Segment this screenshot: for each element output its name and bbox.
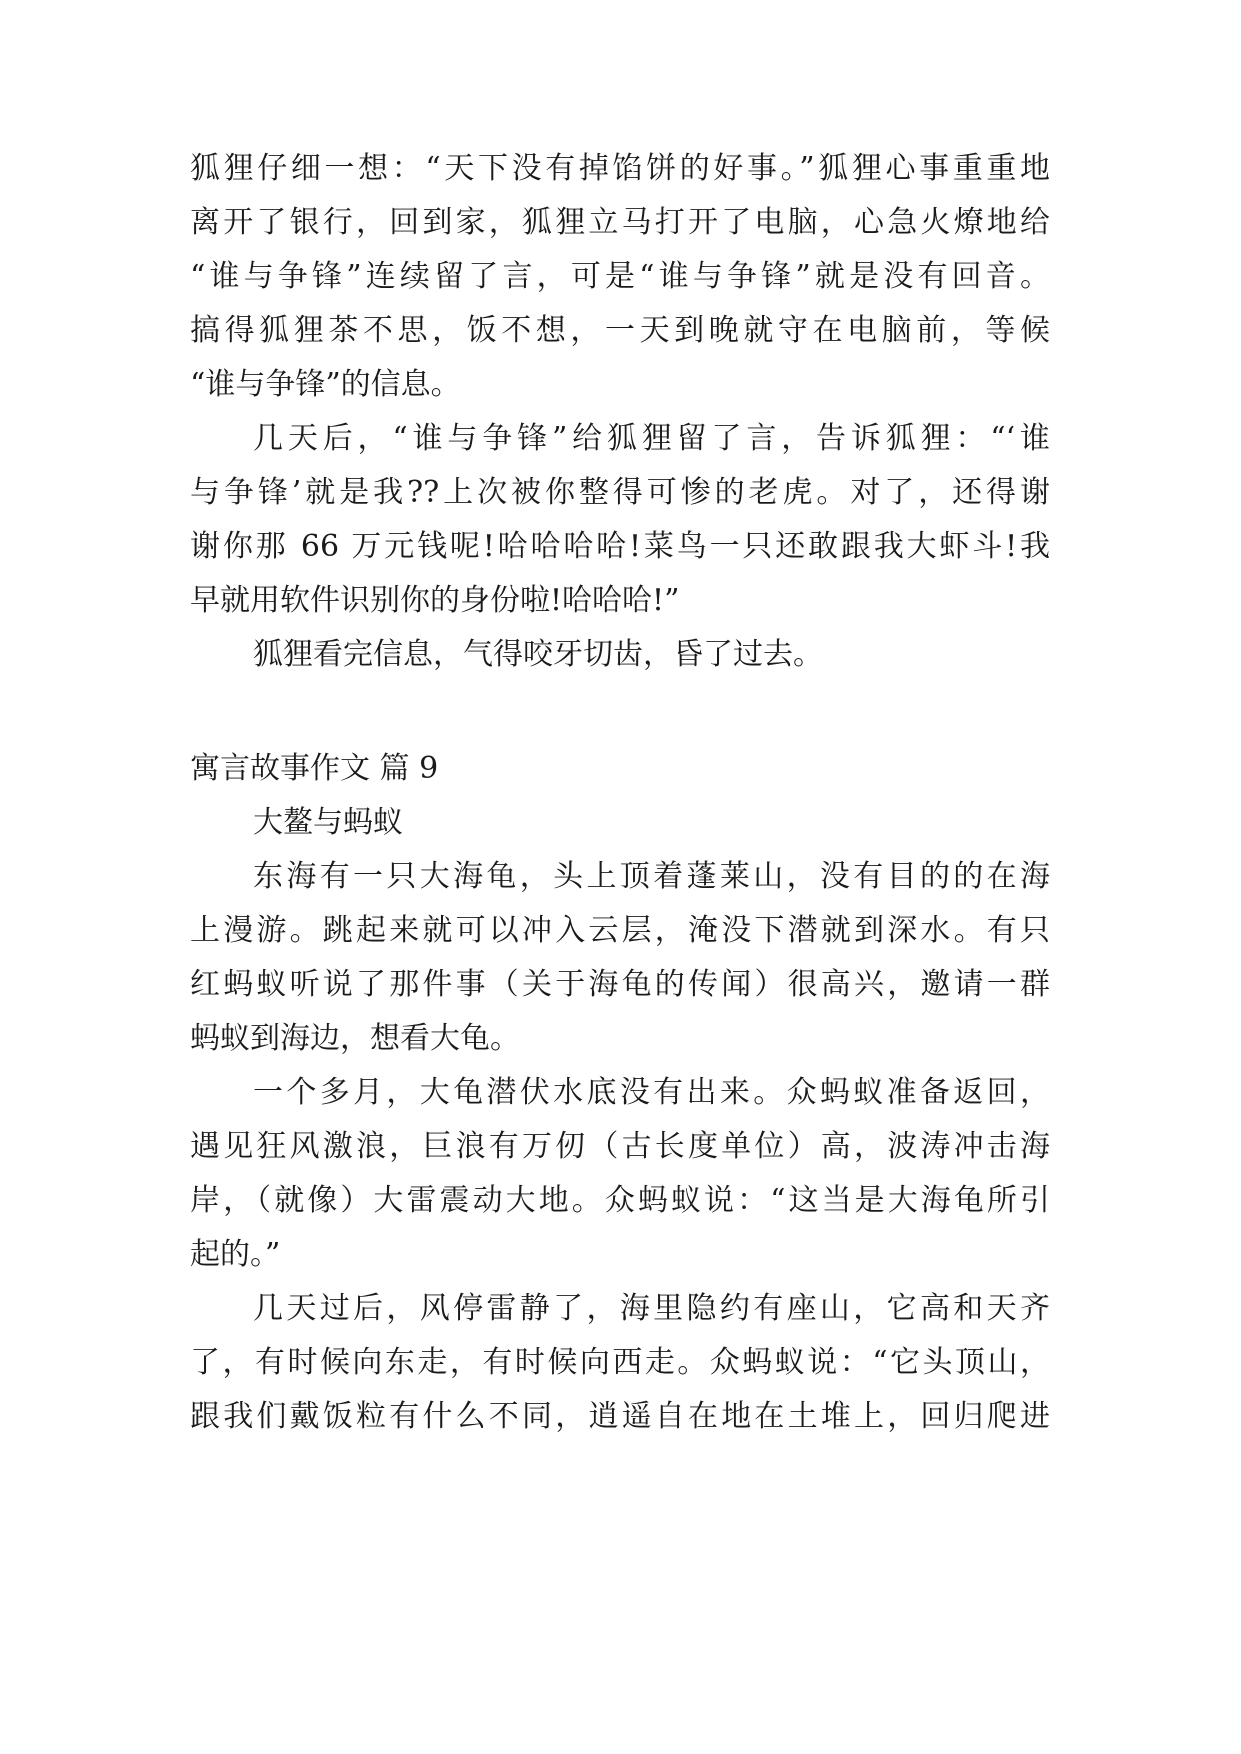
paragraph-line: 遇见狂风激浪，巨浪有万仞（古长度单位）高，波涛冲击海 <box>190 1129 1050 1164</box>
paragraph-line: 早就用软件识别你的身份啦!哈哈哈!” <box>190 583 680 618</box>
paragraph-line: 离开了银行，回到家，狐狸立马打开了电脑，心急火燎地给 <box>190 205 1050 240</box>
paragraph-line: 上漫游。跳起来就可以冲入云层，淹没下潜就到深水。有只 <box>190 913 1050 948</box>
paragraph-line: 东海有一只大海龟，头上顶着蓬莱山，没有目的的在海 <box>253 859 1050 894</box>
paragraph-line: “谁与争锋”的信息。 <box>190 367 461 402</box>
paragraph-line: 几天后，“谁与争锋”给狐狸留了言，告诉狐狸：“‘谁 <box>253 421 1050 456</box>
paragraph-line: 岸，（就像）大雷震动大地。众蚂蚁说：“这当是大海龟所引 <box>190 1183 1050 1218</box>
story-title: 大鳌与蚂蚁 <box>253 805 403 840</box>
paragraph-line: 狐狸仔细一想：“天下没有掉馅饼的好事。”狐狸心事重重地 <box>190 151 1050 186</box>
paragraph-line: 跟我们戴饭粒有什么不同，逍遥自在地在土堆上，回归爬进 <box>190 1399 1050 1434</box>
paragraph-line: 蚂蚁到海边，想看大龟。 <box>190 1021 520 1056</box>
paragraph-line: 红蚂蚁听说了那件事（关于海龟的传闻）很高兴，邀请一群 <box>190 967 1050 1002</box>
paragraph-line: 与争锋’就是我??上次被你整得可惨的老虎。对了，还得谢 <box>190 475 1050 510</box>
paragraph-line: 谢你那 66 万元钱呢!哈哈哈哈!菜鸟一只还敢跟我大虾斗!我 <box>190 529 1050 564</box>
paragraph-line: 搞得狐狸茶不思，饭不想，一天到晚就守在电脑前，等候 <box>190 313 1050 348</box>
paragraph-line: 几天过后，风停雷静了，海里隐约有座山，它高和天齐 <box>253 1291 1050 1326</box>
section-heading: 寓言故事作文 篇 9 <box>190 751 439 786</box>
paragraph-line: “谁与争锋”连续留了言，可是“谁与争锋”就是没有回音。 <box>190 259 1050 294</box>
paragraph-line: 起的。” <box>190 1237 281 1272</box>
paragraph-line: 一个多月，大龟潜伏水底没有出来。众蚂蚁准备返回， <box>253 1075 1050 1110</box>
paragraph-line: 了，有时候向东走，有时候向西走。众蚂蚁说：“它头顶山， <box>190 1345 1050 1380</box>
paragraph-line: 狐狸看完信息，气得咬牙切齿，昏了过去。 <box>253 637 823 672</box>
